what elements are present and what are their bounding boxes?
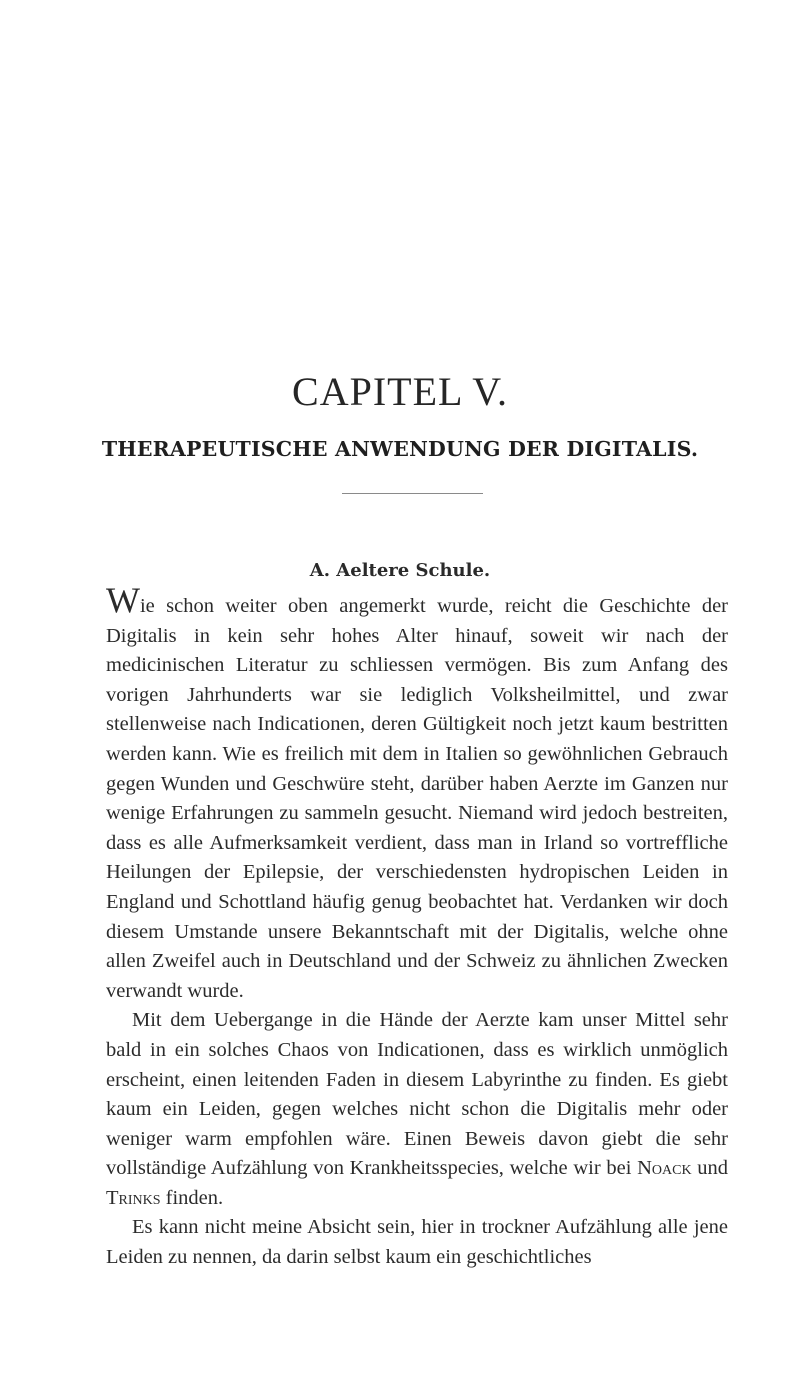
chapter-title: CAPITEL V. — [292, 369, 508, 414]
paragraph-3-text: Es kann nicht meine Absicht sein, hier in trockner Aufzählung alle jene Leiden zu nennen, da darin selbst kaum ein geschichtliches — [106, 1216, 728, 1269]
section-heading: A. Aeltere Schule. — [309, 560, 491, 581]
author-name-trinks: Trinks — [106, 1186, 161, 1209]
body-text — [106, 580, 728, 1273]
divider-rule — [342, 493, 483, 494]
author-name-noack: Noack — [637, 1157, 692, 1180]
paragraph-1 — [106, 580, 728, 1006]
paragraph-1-text: ie schon weiter oben angemerkt wurde, reicht die Geschichte der Digitalis in kein sehr hohes Alter hinauf, soweit wir nach der medicinischen Literatur zu schliessen vermögen. Bis zum Anfang des vorigen Jahrhunderts war sie lediglich Volksheilmittel, und zwar stellenweise nach Indicationen, deren Gültigkeit noch jetzt kaum bestritten werden kann. Wie es freilich mit dem in Italien so gewöhnlichen Gebrauch gegen Wunden und Geschwüre steht, darüber haben Aerzte im Ganzen nur wenige Erfahrungen zu sammeln gesucht. Niemand wird jedoch bestreiten, dass es alle Aufmerksamkeit verdient, dass man in Irland so vortreffliche Heilungen der Epilepsie, der verschiedensten hydropischen Leiden in England und Schottland häufig genug beobachtet hat. Verdanken wir doch diesem Umstande unsere Bekanntschaft mit der Digitalis, welche ohne allen Zweifel auch in Deutschland und der Schweiz zu ähnlichen Zwecken verwandt wurde. — [106, 595, 728, 1002]
drop-cap: W — [106, 580, 140, 620]
paragraph-2-text-mid: und — [691, 1157, 728, 1180]
paragraph-2-text-before: Mit dem Uebergange in die Hände der Aerzte kam unser Mittel sehr bald in ein solches Chaos von Indicationen, dass es wirklich unmöglich erscheint, einen leitenden Faden in diesem Labyrinthe zu finden. Es giebt kaum ein Leiden, gegen welches nicht schon die Digitalis mehr oder weniger warm empfohlen wäre. Einen Beweis davon giebt die sehr vollständige Aufzählung von Krankheitsspecies, welche wir bei — [106, 1009, 728, 1180]
paragraph-2-text-after: finden. — [160, 1186, 224, 1209]
paragraph-3 — [106, 1213, 728, 1272]
paragraph-2 — [106, 1006, 728, 1213]
chapter-subtitle: THERAPEUTISCHE ANWENDUNG DER DIGITALIS. — [101, 437, 699, 461]
